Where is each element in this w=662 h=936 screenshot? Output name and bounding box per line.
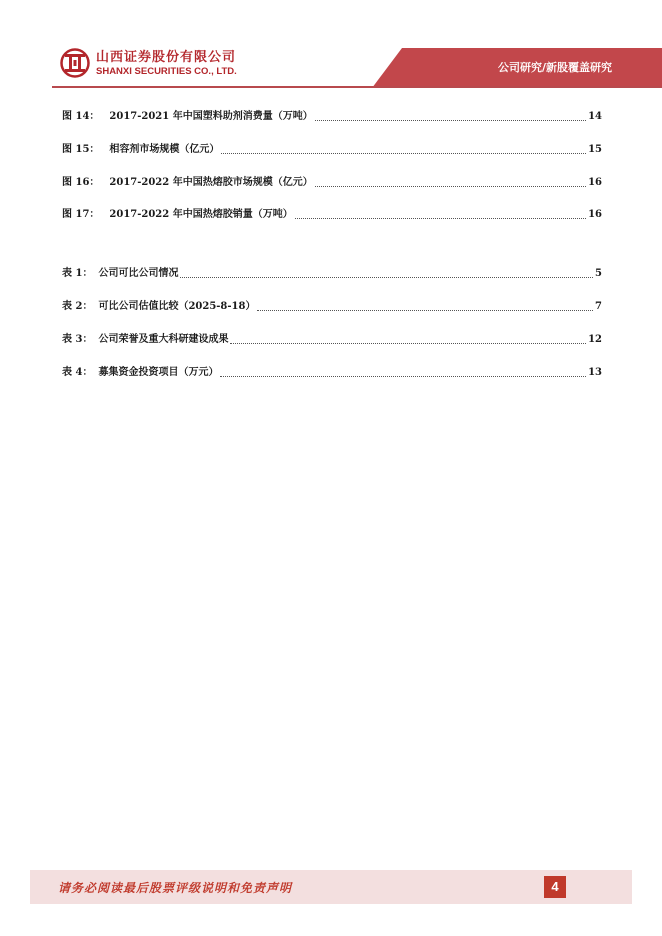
- toc-table-entry[interactable]: [62, 364, 602, 380]
- toc-figure-entry[interactable]: [62, 206, 602, 222]
- toc-entry-page: 16: [588, 209, 602, 220]
- toc-leader: [315, 186, 586, 187]
- page-footer: [30, 870, 632, 904]
- toc-leader: [220, 376, 586, 377]
- toc-entry-number: 图 17：: [62, 209, 100, 220]
- toc-leader: [180, 277, 593, 278]
- company-name-en: SHANXI SECURITIES CO., LTD.: [96, 66, 237, 77]
- toc-entry-number: 图 16：: [62, 177, 100, 188]
- toc-entry-page: 16: [588, 177, 602, 188]
- section-label: 公司研究/新股覆盖研究: [497, 61, 612, 74]
- toc-entry-page: 5: [595, 268, 602, 279]
- toc-leader: [221, 153, 586, 154]
- toc-entry-title: 2017-2022 年中国热熔胶市场规模（亿元）: [109, 177, 313, 188]
- toc-leader: [295, 218, 586, 219]
- toc-entry-title: 2017-2022 年中国热熔胶销量（万吨）: [109, 209, 293, 220]
- company-name-cn: 山西证券股份有限公司: [96, 50, 237, 65]
- toc-figure-entry[interactable]: [62, 141, 602, 157]
- toc-entry-page: 14: [588, 111, 602, 122]
- toc-entry-title: 2017-2021 年中国塑料助剂消费量（万吨）: [109, 111, 313, 122]
- shanxi-securities-logo-icon: [60, 48, 90, 78]
- page-header: [0, 0, 662, 92]
- toc-entry-page: 7: [595, 301, 602, 312]
- toc-entry-title: 公司可比公司情况: [98, 268, 179, 279]
- toc-entry-page: 12: [588, 334, 602, 345]
- toc-entry-number: 表 2：: [62, 301, 93, 312]
- toc-entry-number: 图 15：: [62, 144, 100, 155]
- brand-block: [96, 50, 237, 78]
- toc-table-entry[interactable]: [62, 331, 602, 347]
- toc-entry-page: 13: [588, 367, 602, 378]
- toc-entry-page: 15: [588, 144, 602, 155]
- toc-entry-title: 募集资金投资项目（万元）: [98, 367, 219, 378]
- toc-leader: [257, 310, 593, 311]
- toc-entry-title: 可比公司估值比较（2025-8-18）: [98, 301, 256, 312]
- toc-entry-number: 表 1：: [62, 268, 93, 279]
- header-divider: [52, 86, 662, 88]
- toc-table-entry[interactable]: [62, 298, 602, 314]
- toc-entry-number: 图 14：: [62, 111, 100, 122]
- disclaimer-text: 请务必阅读最后股票评级说明和免责声明: [58, 881, 293, 895]
- toc-leader: [230, 343, 586, 344]
- toc-figure-entry[interactable]: [62, 174, 602, 190]
- page-number-badge: 4: [544, 876, 566, 898]
- toc-entry-number: 表 4：: [62, 367, 93, 378]
- toc-table-entry[interactable]: [62, 265, 602, 281]
- toc-entry-title: 公司荣誉及重大科研建设成果: [98, 334, 229, 345]
- toc-entry-title: 相容剂市场规模（亿元）: [109, 144, 220, 155]
- toc-leader: [315, 120, 586, 121]
- toc-figure-entry[interactable]: [62, 108, 602, 124]
- toc-entry-number: 表 3：: [62, 334, 93, 345]
